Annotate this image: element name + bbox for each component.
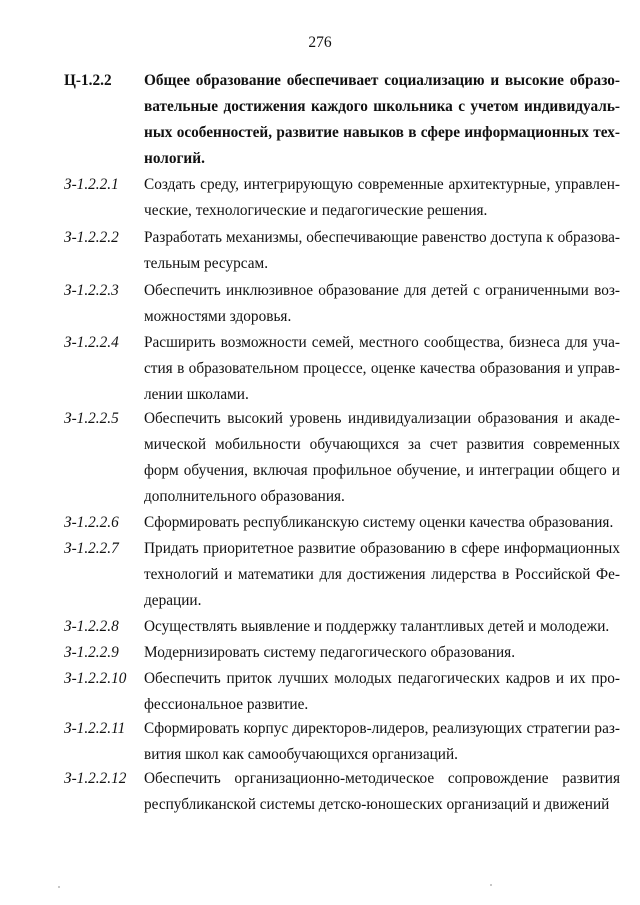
task-item [64,614,620,640]
scan-speck [490,884,492,886]
task-text: Придать приоритетное развитие образованию в сфере информационных технологий и математики для достижения лидерства в Российской Фе-дерации. [144,540,620,609]
task-code: З-1.2.2.10 [64,670,127,687]
task-item [64,330,620,408]
task-text: Обеспечить инклюзивное образование для детей с ограниченными воз-можностями здоровья. [144,282,620,325]
task-text: Обеспечить приток лучших молодых педагогических кадров и их про-фессиональное развитие. [144,670,620,713]
task-item [64,510,620,536]
goal-entry [64,68,620,172]
page-number: 276 [308,34,332,51]
scan-speck [58,886,60,888]
task-item [64,716,620,768]
task-code: З-1.2.2.9 [64,644,119,661]
goal-code: Ц-1.2.2 [64,72,112,89]
task-text: Модернизировать систему педагогического образования. [144,644,516,661]
task-text: Сформировать республиканскую систему оценки качества образования. [144,514,614,531]
goal-text: Общее образование обеспечивает социализацию и высокие образо-вательные достижения каждого школьника с учетом индивидуаль-ных особенностей, развитие навыков в сфере информационных тех-нологий. [144,72,620,167]
task-code: З-1.2.2.1 [64,176,119,193]
task-item [64,666,620,718]
task-item [64,766,620,818]
task-code: З-1.2.2.2 [64,229,119,246]
task-code: З-1.2.2.11 [64,720,126,737]
task-item [64,640,620,666]
task-text: Расширить возможности семей, местного сообщества, бизнеса для уча-стия в образовательном процессе, оценке качества образования и управ-лении школами. [144,334,620,403]
task-item [64,536,620,614]
task-text: Осуществлять выявление и поддержку талантливых детей и молодежи. [144,618,610,635]
task-text: Обеспечить высокий уровень индивидуализации образования и акаде-мической мобильности обучающихся за счет развития современных форм обучения, включая профильное обучение, и интеграции общего и дополнительного образования. [144,410,620,505]
task-text: Создать среду, интегрирующую современные архитектурные, управлен-ческие, технологические и педагогические решения. [144,176,620,219]
task-code: З-1.2.2.3 [64,282,119,299]
task-text: Разработать механизмы, обеспечивающие равенство доступа к образова-тельным ресурсам. [144,229,620,272]
task-code: З-1.2.2.8 [64,618,119,635]
task-item [64,172,620,224]
task-code: З-1.2.2.12 [64,770,127,787]
task-text: Обеспечить организационно-методическое сопровождение развития республиканской системы детско-юношеских организаций и движений [144,770,620,813]
task-code: З-1.2.2.6 [64,514,119,531]
task-item [64,278,620,330]
task-code: З-1.2.2.7 [64,540,119,557]
task-item [64,225,620,277]
task-code: З-1.2.2.5 [64,410,119,427]
task-text: Сформировать корпус директоров-лидеров, реализующих стратегии раз-вития школ как самообучающихся организаций. [144,720,620,763]
task-code: З-1.2.2.4 [64,334,119,351]
task-item [64,406,620,510]
